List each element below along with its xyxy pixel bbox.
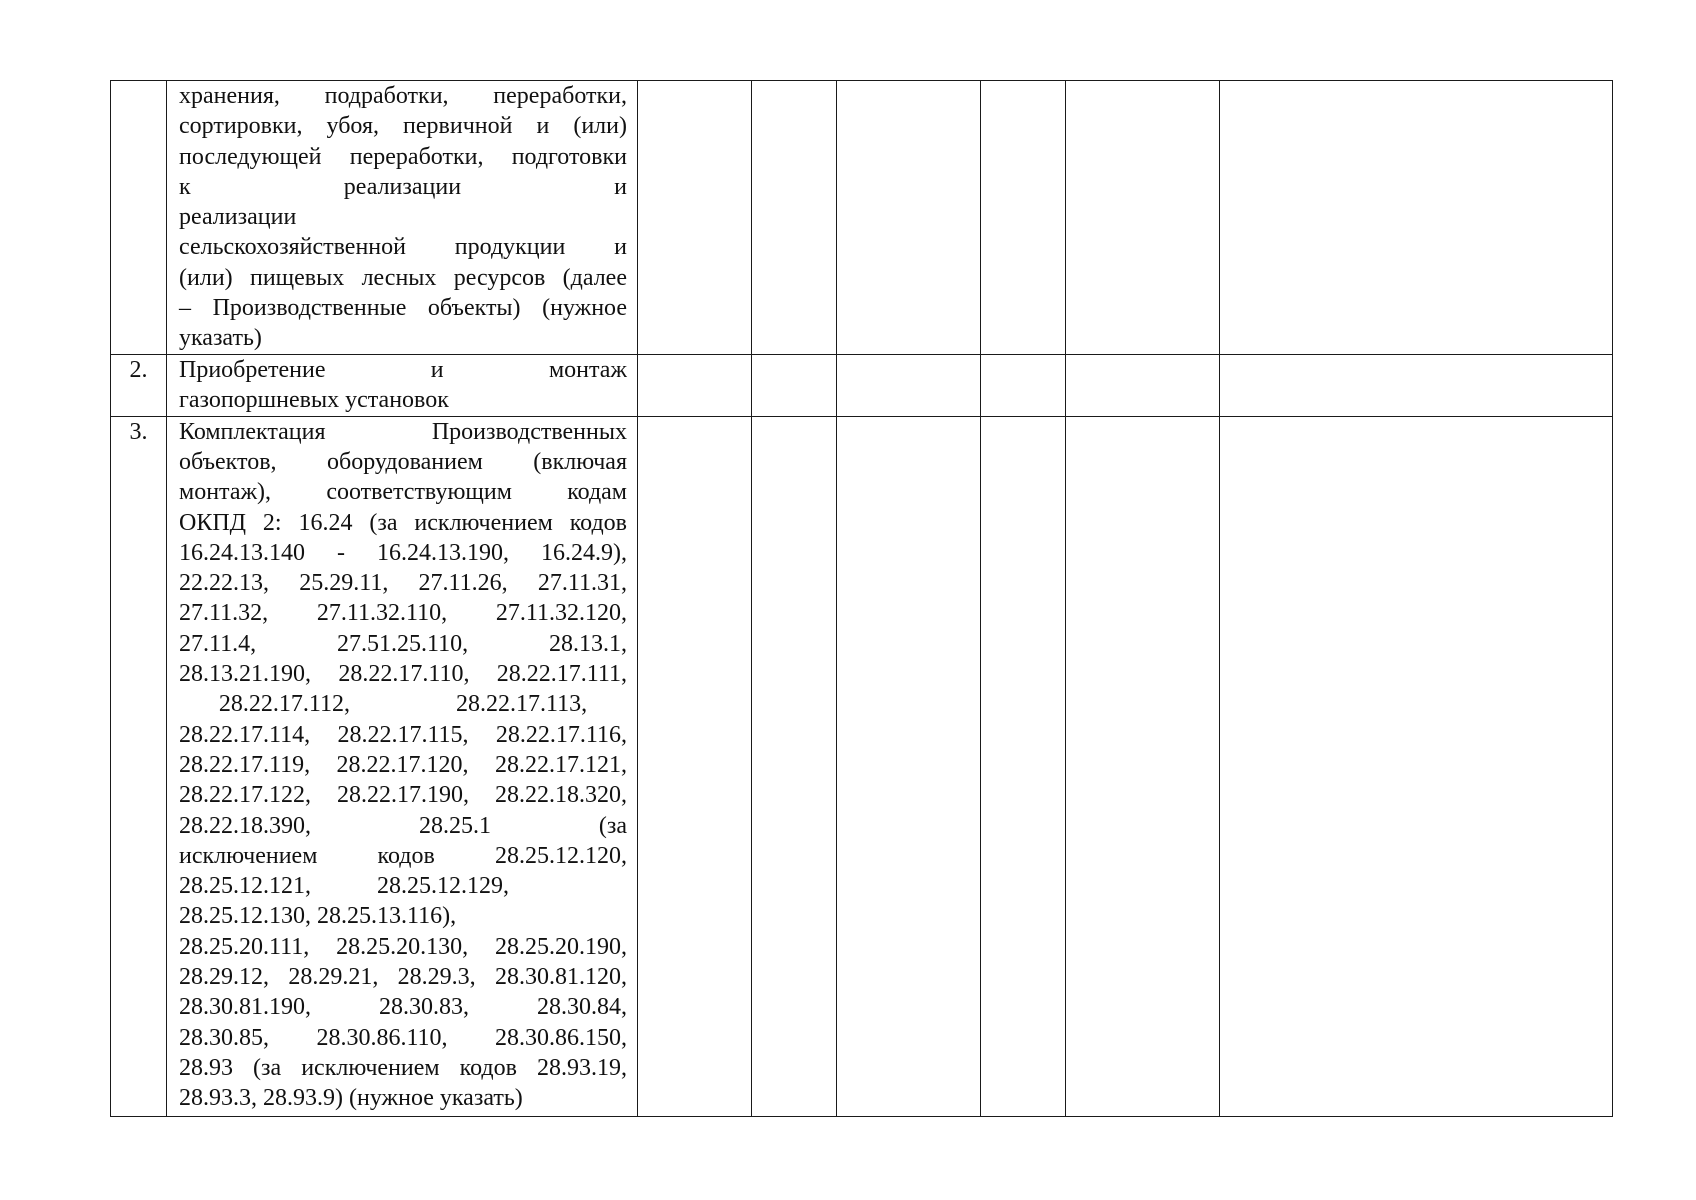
empty-cell: [1066, 416, 1220, 1116]
text-line: ОКПД 2: 16.24 (за исключением кодов: [179, 509, 627, 536]
text-line: 28.25.12.130, 28.25.13.116),: [179, 903, 457, 930]
empty-cell: [1066, 81, 1220, 355]
table-row: [111, 354, 1613, 416]
text-line: 28.93 (за исключением кодов 28.93.19,: [179, 1054, 627, 1081]
empty-cell: [981, 416, 1066, 1116]
text-line: последующей переработки, подготовки: [179, 143, 627, 170]
empty-cell: [981, 81, 1066, 355]
empty-cell: [752, 416, 837, 1116]
document-table: [110, 80, 1613, 1117]
text-line: к реализации и реализации: [179, 173, 627, 231]
text-line: 28.13.21.190, 28.22.17.110, 28.22.17.111,: [179, 661, 627, 688]
text-line: 28.30.81.190, 28.30.83, 28.30.84,: [179, 994, 627, 1021]
text-line: 28.25.20.111, 28.25.20.130, 28.25.20.190,: [179, 933, 627, 960]
text-line: 28.22.17.122, 28.22.17.190, 28.22.18.320,: [179, 782, 627, 809]
text-line: 28.22.18.390, 28.25.1 (за: [179, 812, 627, 839]
empty-cell: [1066, 354, 1220, 416]
text-line: – Производственные объекты) (нужное: [179, 295, 627, 322]
row-description: [167, 416, 638, 1116]
empty-cell: [837, 416, 981, 1116]
empty-cell: [638, 81, 752, 355]
table-row: [111, 81, 1613, 355]
text-line: 16.24.13.140 - 16.24.13.190, 16.24.9),: [179, 539, 627, 566]
text-line: 28.30.85, 28.30.86.110, 28.30.86.150,: [179, 1024, 627, 1051]
table-row: [111, 416, 1613, 1116]
empty-cell: [1220, 354, 1613, 416]
text-line: сортировки, убоя, первичной и (или): [179, 113, 627, 140]
text-line: 28.22.17.114, 28.22.17.115, 28.22.17.116,: [179, 721, 627, 748]
description-text: [179, 81, 627, 354]
text-line: 22.22.13, 25.29.11, 27.11.26, 27.11.31,: [179, 570, 627, 597]
empty-cell: [981, 354, 1066, 416]
empty-cell: [638, 416, 752, 1116]
row-description: [167, 354, 638, 416]
text-line: 28.29.12, 28.29.21, 28.29.3, 28.30.81.120,: [179, 964, 627, 991]
empty-cell: [837, 354, 981, 416]
empty-cell: [1220, 81, 1613, 355]
text-line: 28.93.3, 28.93.9) (нужное указать): [179, 1085, 523, 1112]
text-line: (или) пищевых лесных ресурсов (далее: [179, 264, 627, 291]
empty-cell: [752, 354, 837, 416]
description-text: [179, 355, 627, 416]
empty-cell: [638, 354, 752, 416]
row-description: [167, 81, 638, 355]
empty-cell: [837, 81, 981, 355]
text-line: монтаж), соответствующим кодам: [179, 479, 627, 506]
text-line: 28.22.17.112, 28.22.17.113,: [218, 691, 588, 718]
row-number: [111, 81, 167, 355]
text-line: 27.11.32, 27.11.32.110, 27.11.32.120,: [179, 600, 627, 627]
empty-cell: [1220, 416, 1613, 1116]
text-line: газопоршневых установок: [179, 386, 449, 413]
empty-cell: [752, 81, 837, 355]
text-line: Приобретение и монтаж: [179, 356, 627, 383]
row-number: 3.: [111, 416, 167, 1116]
text-line: 28.22.17.119, 28.22.17.120, 28.22.17.121,: [179, 751, 627, 778]
text-line: Комплектация Производственных: [179, 418, 627, 445]
text-line: объектов, оборудованием (включая: [179, 448, 627, 475]
text-line: исключением кодов 28.25.12.120,: [179, 842, 627, 869]
row-number: 2.: [111, 354, 167, 416]
text-line: хранения, подработки, переработки,: [179, 83, 627, 109]
text-line: 27.11.4, 27.51.25.110, 28.13.1,: [179, 630, 627, 657]
description-text: [179, 417, 627, 1114]
text-line: сельскохозяйственной продукции и: [179, 234, 627, 261]
text-line: 28.25.12.121, 28.25.12.129,: [179, 873, 509, 900]
text-line: указать): [179, 325, 262, 352]
